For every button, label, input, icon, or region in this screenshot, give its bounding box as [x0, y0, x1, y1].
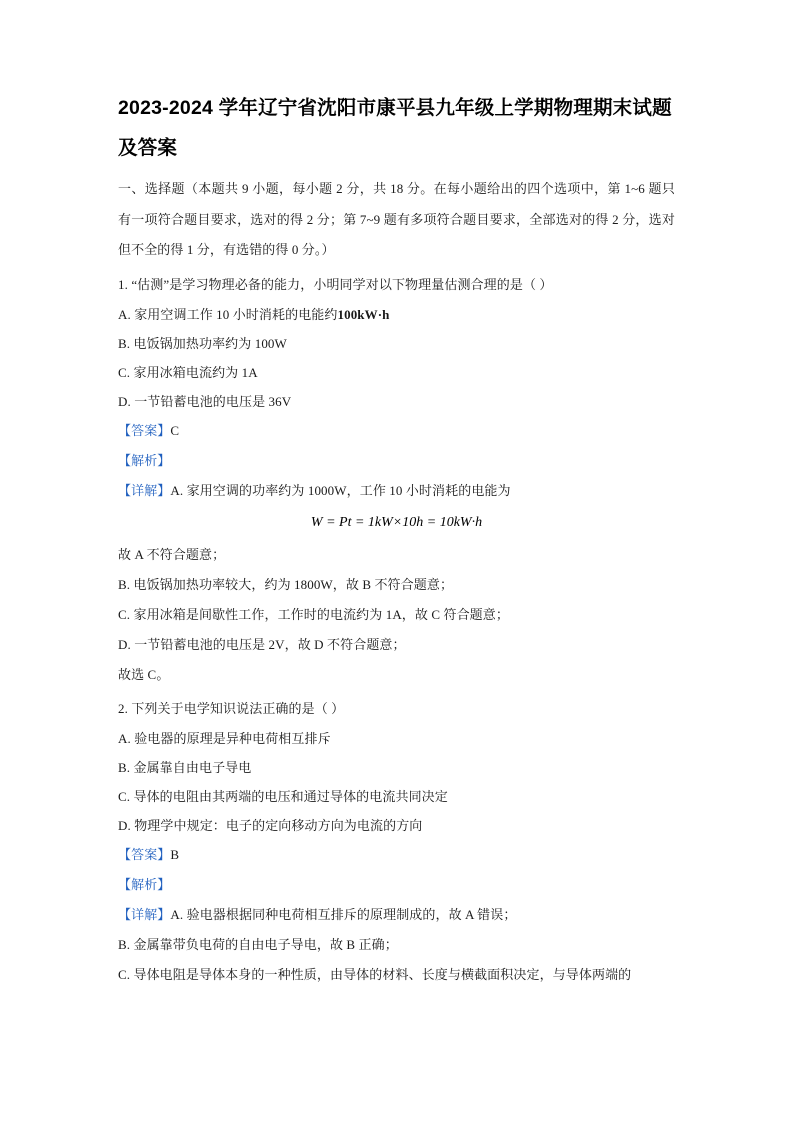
option-a-text: A. 家用空调工作 10 小时消耗的电能约: [118, 306, 338, 322]
question-1-detail-line-2: 故 A 不符合题意；: [118, 546, 226, 562]
answer-value: C: [170, 422, 180, 438]
question-2-analysis-label: [118, 870, 675, 900]
question-2-number: 2.: [118, 700, 128, 716]
question-1-option-b: B. 电饭锅加热功率约为 100W: [118, 335, 287, 351]
detail-label: 【详解】: [118, 906, 171, 922]
option-a-value: 100kW·h: [337, 306, 390, 322]
question-1-answer: [118, 416, 675, 446]
question-1-detail-line-4: C. 家用冰箱是间歇性工作，工作时的电流约为 1A，故 C 符合题意；: [118, 606, 509, 622]
analysis-label: 【解析】: [118, 452, 171, 468]
question-1-number: 1.: [118, 276, 128, 292]
question-2-option-d: D. 物理学中规定：电子的定向移动方向为电流的方向: [118, 817, 423, 833]
answer-value: B: [170, 846, 180, 862]
section-intro: 一、选择题（本题共 9 小题，每小题 2 分，共 18 分。在每小题给出的四个选项中，第 1~6 题只有一项符合题目要求，选对的得 2 分；第 7~9 题有多项符合题目要求，全部选对的得 2 分，选对但不全的得 1 分，有选错的得 0 分。）: [118, 181, 675, 257]
question-2-detail-line-1: [118, 900, 675, 930]
question-1-option-a: [118, 300, 675, 329]
analysis-label: 【解析】: [118, 876, 171, 892]
question-1-option-d: D. 一节铅蓄电池的电压是 36V: [118, 393, 292, 409]
question-1-detail-line-1: [118, 476, 675, 506]
detail-text: A. 家用空调的功率约为 1000W，工作 10 小时消耗的电能为: [170, 482, 511, 498]
answer-label: 【答案】: [118, 846, 171, 862]
question-2-stem: [118, 694, 675, 724]
question-2-detail-line-3: C. 导体电阻是导体本身的一种性质，由导体的材料、长度与横截面积决定，与导体两端的: [118, 966, 632, 982]
question-1-text: “估测”是学习物理必备的能力，小明同学对以下物理量估测合理的是（ ）: [131, 276, 553, 292]
question-2-option-b: B. 金属靠自由电子导电: [118, 759, 252, 775]
question-2-option-a: A. 验电器的原理是异种电荷相互排斥: [118, 730, 331, 746]
page-title: 2023-2024 学年辽宁省沈阳市康平县九年级上学期物理期末试题及答案: [118, 97, 672, 159]
question-2-text: 下列关于电学知识说法正确的是（ ）: [131, 700, 345, 716]
question-1-detail-line-5: D. 一节铅蓄电池的电压是 2V，故 D 不符合题意；: [118, 636, 406, 652]
detail-text: A. 验电器根据同种电荷相互排斥的原理制成的，故 A 错误；: [170, 906, 517, 922]
question-2-answer: [118, 840, 675, 870]
answer-label: 【答案】: [118, 422, 171, 438]
question-1-option-c: C. 家用冰箱电流约为 1A: [118, 364, 258, 380]
question-1-stem: [118, 270, 675, 300]
question-1-formula: W = Pt = 1kW×10h = 10kW·h: [310, 514, 483, 530]
question-1-detail-line-3: B. 电饭锅加热功率较大，约为 1800W，故 B 不符合题意；: [118, 576, 454, 592]
detail-label: 【详解】: [118, 482, 171, 498]
question-2-option-c: C. 导体的电阻由其两端的电压和通过导体的电流共同决定: [118, 788, 448, 804]
question-1-analysis-label: [118, 446, 675, 476]
question-2-detail-line-2: B. 金属靠带负电荷的自由电子导电，故 B 正确；: [118, 936, 398, 952]
question-1-detail-line-6: 故选 C。: [118, 666, 170, 682]
